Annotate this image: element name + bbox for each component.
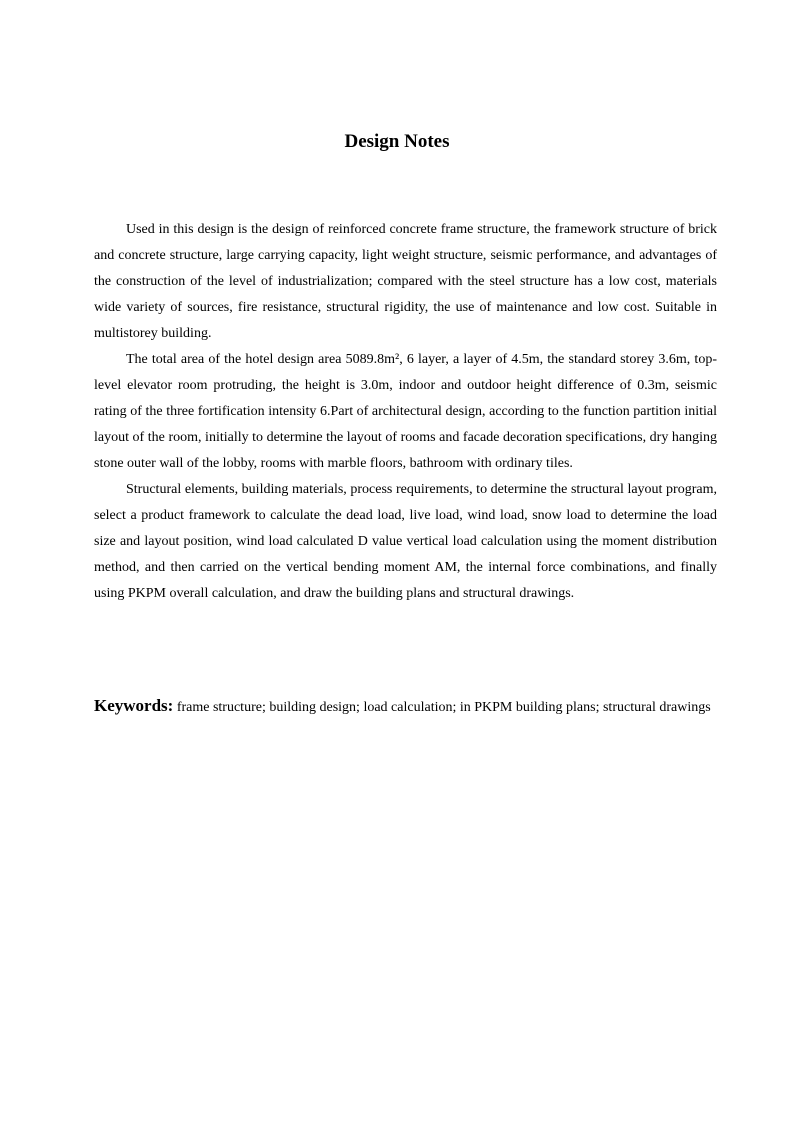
keywords-label: Keywords: <box>94 696 174 715</box>
paragraph-3: Structural elements, building materials, process requirements, to determine the structural layout program, select a product framework to calculate the dead load, live load, wind load, snow load to determine the load size and layout position, wind load calculated D value vertical load calculation using the moment distribution method, and then carried on the vertical bending moment AM, the internal force combinations, and finally using PKPM overall calculation, and draw the building plans and structural drawings. <box>94 482 717 601</box>
paragraph-2: The total area of the hotel design area 5089.8m², 6 layer, a layer of 4.5m, the standard storey 3.6m, top-level elevator room protruding, the height is 3.0m, indoor and outdoor height difference of 0.3m, seismic rating of the three fortification intensity 6.Part of architectural design, according to the function partition initial layout of the room, initially to determine the layout of rooms and facade decoration specifications, dry hanging stone outer wall of the lobby, rooms with marble floors, bathroom with ordinary tiles. <box>94 352 717 471</box>
body-text <box>94 217 717 607</box>
keywords-line <box>94 692 717 722</box>
page-title: Design Notes <box>344 131 450 152</box>
paragraph-1: Used in this design is the design of reinforced concrete frame structure, the framework structure of brick and concrete structure, large carrying capacity, light weight structure, seismic performance, and advantages of the construction of the level of industrialization; compared with the steel structure has a low cost, materials wide variety of sources, fire resistance, structural rigidity, the use of maintenance and low cost. Suitable in multistorey building. <box>94 222 717 341</box>
keywords-text: frame structure; building design; load calculation; in PKPM building plans; structural drawings <box>176 700 711 715</box>
